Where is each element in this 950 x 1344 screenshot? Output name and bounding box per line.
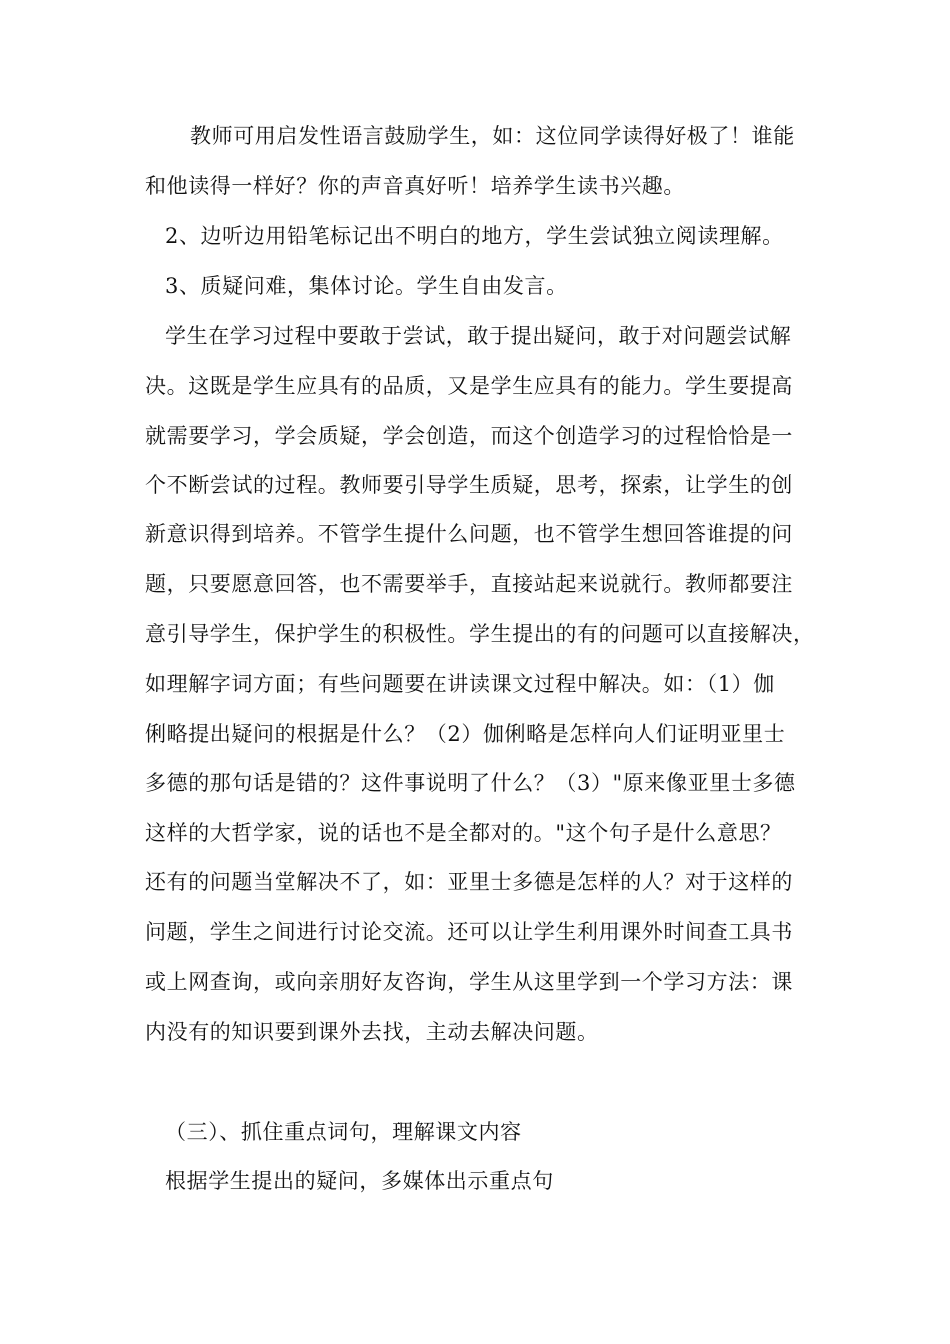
- text-line: 这样的大哲学家，说的话也不是全都对的。"这个句子是什么意思？: [145, 821, 782, 845]
- text-line: 内没有的知识要到课外去找，主动去解决问题。: [145, 1020, 599, 1044]
- text-line: 3、质疑问难，集体讨论。学生自由发言。: [165, 274, 568, 298]
- text-line: 决。这既是学生应具有的品质，又是学生应具有的能力。学生要提高: [145, 374, 793, 398]
- text-line: 2、边听边用铅笔标记出不明白的地方，学生尝试独立阅读理解。: [165, 224, 784, 248]
- text-line: 意引导学生，保护学生的积极性。学生提出的有的问题可以直接解决，: [145, 622, 815, 646]
- text-line: 根据学生提出的疑问，多媒体出示重点句: [165, 1169, 554, 1193]
- text-line: 学生在学习过程中要敢于尝试，敢于提出疑问，敢于对问题尝试解: [165, 324, 792, 348]
- text-line: 和他读得一样好？你的声音真好听！培养学生读书兴趣。: [145, 174, 685, 198]
- text-line: 题，只要愿意回答，也不需要举手，直接站起来说就行。教师都要注: [145, 572, 793, 596]
- text-line: 如理解字词方面；有些问题要在讲读课文过程中解决。如：（1）伽: [145, 672, 775, 696]
- section-heading: （三）、抓住重点词句，理解课文内容: [165, 1120, 522, 1144]
- text-line: 或上网查询，或向亲朋好友咨询，学生从这里学到一个学习方法：课: [145, 970, 793, 994]
- text-line: 新意识得到培养。不管学生提什么问题，也不管学生想回答谁提的问: [145, 522, 793, 546]
- text-line: 还有的问题当堂解决不了，如：亚里士多德是怎样的人？对于这样的: [145, 870, 793, 894]
- text-line: 俐略提出疑问的根据是什么？（2）伽俐略是怎样向人们证明亚里士: [145, 722, 786, 746]
- text-line: 问题，学生之间进行讨论交流。还可以让学生利用课外时间查工具书: [145, 920, 793, 944]
- text-line: 多德的那句话是错的？这件事说明了什么？（3）"原来像亚里士多德: [145, 771, 796, 795]
- text-line: 教师可用启发性语言鼓励学生，如：这位同学读得好极了！谁能: [190, 124, 795, 148]
- text-line: 个不断尝试的过程。教师要引导学生质疑，思考，探索，让学生的创: [145, 473, 793, 497]
- text-line: 就需要学习，学会质疑，学会创造，而这个创造学习的过程恰恰是一: [145, 424, 793, 448]
